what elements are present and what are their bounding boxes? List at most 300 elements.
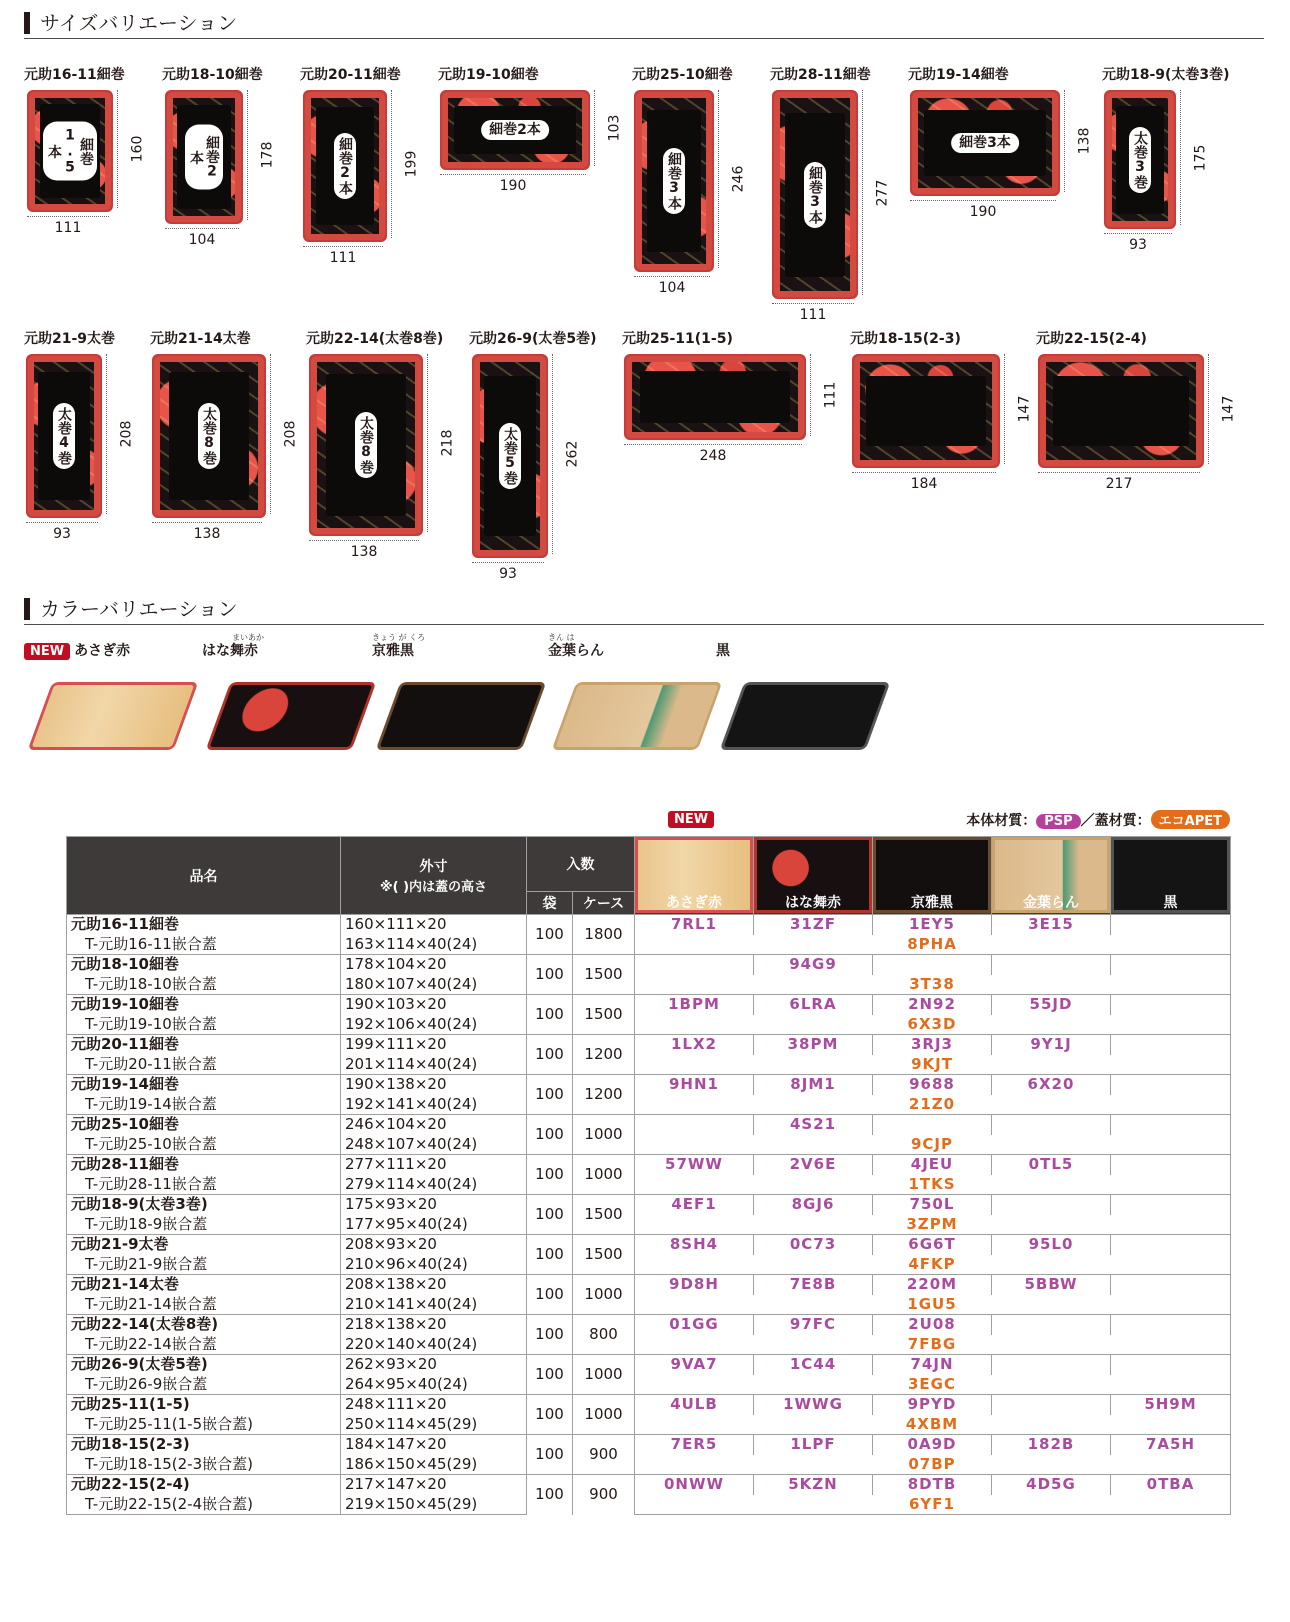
color-code <box>1111 1195 1231 1215</box>
lid-spacer <box>992 1055 1111 1075</box>
lid-name: T-元助18-9嵌合蓋 <box>67 1215 341 1235</box>
height-value: 111 <box>822 381 839 409</box>
color-code: 0TL5 <box>992 1155 1111 1175</box>
lid-spacer <box>1111 1055 1231 1075</box>
product-size: 178×104×20 <box>341 955 527 975</box>
lid-size: 180×107×40(24) <box>341 975 527 995</box>
product-size: 190×138×20 <box>341 1075 527 1095</box>
product-name: 元助18-10細巻 <box>67 955 341 975</box>
color-code: 9688 <box>873 1075 992 1095</box>
height-dimension <box>552 354 581 554</box>
color-code <box>873 955 992 975</box>
tray-image <box>634 90 714 272</box>
lid-code: 1GU5 <box>873 1295 992 1315</box>
bag-quantity: 100 <box>527 1435 573 1475</box>
color-code: 9D8H <box>635 1275 754 1295</box>
tray-image <box>910 90 1060 196</box>
capacity-badge: 太巻8巻 <box>198 403 220 469</box>
lid-spacer <box>1111 1295 1231 1315</box>
color-code: 3RJ3 <box>873 1035 992 1055</box>
product-name: 元助18-15(2-3) <box>67 1435 341 1455</box>
lid-spacer <box>635 935 754 955</box>
lid-name: T-元助19-10嵌合蓋 <box>67 1015 341 1035</box>
case-quantity: 1000 <box>573 1275 635 1315</box>
case-quantity: 1000 <box>573 1355 635 1395</box>
capacity-badge: 太巻5巻 <box>499 423 521 489</box>
color-code: 74JN <box>873 1355 992 1375</box>
lid-size: 220×140×40(24) <box>341 1335 527 1355</box>
product-size: 184×147×20 <box>341 1435 527 1455</box>
product-size: 218×138×20 <box>341 1315 527 1335</box>
tray-label: 元助18-15(2-3) <box>850 331 961 347</box>
table-row-lid <box>67 1255 1231 1275</box>
tray-image <box>309 354 423 536</box>
lid-spacer <box>635 1455 754 1475</box>
case-quantity: 900 <box>573 1475 635 1515</box>
lid-code: 9CJP <box>873 1135 992 1155</box>
tray-label: 元助25-10細巻 <box>632 67 733 83</box>
color-variation <box>716 640 730 660</box>
table-row-lid <box>67 1015 1231 1035</box>
color-name: 金葉らん <box>548 643 604 659</box>
lid-spacer <box>635 1215 754 1235</box>
lid-size: 177×95×40(24) <box>341 1215 527 1235</box>
lid-spacer <box>992 1295 1111 1315</box>
color-code <box>635 1115 754 1135</box>
height-value: 147 <box>1220 395 1237 423</box>
product-size: 246×104×20 <box>341 1115 527 1135</box>
header-color-label: あさぎ赤 <box>666 895 722 911</box>
color-code: 2U08 <box>873 1315 992 1335</box>
lid-size: 192×106×40(24) <box>341 1015 527 1035</box>
tray-label: 元助18-9(太巻3巻) <box>1102 67 1230 83</box>
lid-spacer <box>635 1415 754 1435</box>
width-dimension: 93 <box>26 522 98 540</box>
bag-quantity: 100 <box>527 1235 573 1275</box>
color-code: 1BPM <box>635 995 754 1015</box>
table-row-lid <box>67 935 1231 955</box>
width-dimension: 138 <box>309 540 419 558</box>
title-bar <box>24 598 30 620</box>
lid-name: T-元助16-11嵌合蓋 <box>67 935 341 955</box>
lid-material-label: ／蓋材質： <box>1080 813 1151 829</box>
header-size <box>341 837 527 915</box>
lid-spacer <box>754 1495 873 1515</box>
tray-image <box>440 90 590 170</box>
capacity-badge: 太巻8巻 <box>355 412 377 478</box>
lid-spacer <box>754 1015 873 1035</box>
case-quantity: 1500 <box>573 1235 635 1275</box>
color-code: 0TBA <box>1111 1475 1231 1495</box>
table-row-lid <box>67 1175 1231 1195</box>
color-code: 7A5H <box>1111 1435 1231 1455</box>
color-code <box>1111 995 1231 1015</box>
height-dimension <box>862 90 891 295</box>
product-size: 208×93×20 <box>341 1235 527 1255</box>
lid-spacer <box>635 1175 754 1195</box>
lid-spacer <box>1111 1175 1231 1195</box>
color-variation <box>372 633 426 660</box>
color-code: 0NWW <box>635 1475 754 1495</box>
lid-spacer <box>992 1015 1111 1035</box>
apet-pill: エコAPET <box>1151 810 1230 829</box>
tray-image <box>772 90 858 299</box>
width-dimension: 111 <box>772 303 854 321</box>
color-code: 8DTB <box>873 1475 992 1495</box>
header-qty: 入数 <box>527 837 635 892</box>
lid-spacer <box>635 1135 754 1155</box>
color-code: 4ULB <box>635 1395 754 1415</box>
lid-spacer <box>635 1255 754 1275</box>
color-code: 7ER5 <box>635 1435 754 1455</box>
tray-image <box>624 354 806 440</box>
color-code: 2N92 <box>873 995 992 1015</box>
table-row <box>67 1195 1231 1215</box>
color-code: 7RL1 <box>635 915 754 935</box>
bag-quantity: 100 <box>527 915 573 955</box>
bag-quantity: 100 <box>527 1355 573 1395</box>
lid-size: 163×114×40(24) <box>341 935 527 955</box>
lid-name: T-元助25-10嵌合蓋 <box>67 1135 341 1155</box>
tray-label: 元助26-9(太巻5巻) <box>469 331 597 347</box>
color-code <box>992 1355 1111 1375</box>
width-dimension: 190 <box>440 174 586 192</box>
lid-name: T-元助20-11嵌合蓋 <box>67 1055 341 1075</box>
product-size: 277×111×20 <box>341 1155 527 1175</box>
tray-label: 元助22-15(2-4) <box>1036 331 1147 347</box>
color-code: 2V6E <box>754 1155 873 1175</box>
product-size: 175×93×20 <box>341 1195 527 1215</box>
product-size: 262×93×20 <box>341 1355 527 1375</box>
color-code: 220M <box>873 1275 992 1295</box>
table-row <box>67 1035 1231 1055</box>
tray-image <box>27 90 113 212</box>
capacity-badge: 細巻2本 <box>481 120 549 140</box>
tray-image <box>152 354 266 518</box>
color-code: 94G9 <box>754 955 873 975</box>
lid-spacer <box>635 1095 754 1115</box>
capacity-badge: 細巻2本 <box>334 133 356 199</box>
tray-label: 元助21-9太巻 <box>24 331 116 347</box>
lid-spacer <box>992 1455 1111 1475</box>
tray-inner <box>866 376 987 446</box>
color-code: 4JEU <box>873 1155 992 1175</box>
case-quantity: 1000 <box>573 1155 635 1195</box>
color-sample-image <box>28 682 199 750</box>
height-value: 103 <box>606 114 623 142</box>
lid-spacer <box>754 1375 873 1395</box>
width-dimension: 184 <box>852 472 996 490</box>
lid-spacer <box>992 975 1111 995</box>
height-dimension <box>117 90 146 208</box>
product-name: 元助22-15(2-4) <box>67 1475 341 1495</box>
lid-size: 248×107×40(24) <box>341 1135 527 1155</box>
lid-code: 4FKP <box>873 1255 992 1275</box>
width-dimension: 111 <box>303 246 383 264</box>
table-row-lid <box>67 1455 1231 1475</box>
header-case: ケース <box>573 892 635 915</box>
lid-spacer <box>754 1335 873 1355</box>
color-code: 5KZN <box>754 1475 873 1495</box>
table-row <box>67 1395 1231 1415</box>
height-dimension <box>810 354 839 436</box>
color-name: NEW あさぎ赤 <box>24 640 130 660</box>
lid-size: 192×141×40(24) <box>341 1095 527 1115</box>
height-value: 218 <box>439 429 456 457</box>
lid-spacer <box>754 1175 873 1195</box>
tray-label: 元助25-11(1-5) <box>622 331 733 347</box>
table-row <box>67 1155 1231 1175</box>
color-code: 750L <box>873 1195 992 1215</box>
title-bar <box>24 12 30 34</box>
capacity-badge: 細巻2本 <box>185 125 223 190</box>
color-code: 9Y1J <box>992 1035 1111 1055</box>
tray-image <box>472 354 548 558</box>
color-code <box>1111 1275 1231 1295</box>
table-row <box>67 1275 1231 1295</box>
table-row-lid <box>67 975 1231 995</box>
color-code: 38PM <box>754 1035 873 1055</box>
lid-spacer <box>1111 1495 1231 1515</box>
color-code: 4EF1 <box>635 1195 754 1215</box>
table-row-lid <box>67 1095 1231 1115</box>
color-code: 9PYD <box>873 1395 992 1415</box>
color-code <box>1111 1075 1231 1095</box>
color-code <box>873 1115 992 1135</box>
lid-size: 210×141×40(24) <box>341 1295 527 1315</box>
ruby-reading: きん は <box>548 633 575 642</box>
lid-size: 279×114×40(24) <box>341 1175 527 1195</box>
color-code: 8GJ6 <box>754 1195 873 1215</box>
color-code: 57WW <box>635 1155 754 1175</box>
lid-spacer <box>992 1255 1111 1275</box>
ruby-reading: きょう が くろ <box>372 633 426 642</box>
lid-code: 7FBG <box>873 1335 992 1355</box>
psp-pill: PSP <box>1036 814 1080 829</box>
width-dimension: 190 <box>910 200 1056 218</box>
lid-spacer <box>635 1375 754 1395</box>
color-code: 31ZF <box>754 915 873 935</box>
product-name: 元助16-11細巻 <box>67 915 341 935</box>
color-code: 0C73 <box>754 1235 873 1255</box>
lid-name: T-元助25-11(1-5嵌合蓋) <box>67 1415 341 1435</box>
table-row <box>67 955 1231 975</box>
lid-spacer <box>754 1455 873 1475</box>
color-sample-image <box>720 682 891 750</box>
tray-inner <box>640 371 790 424</box>
lid-spacer <box>754 1135 873 1155</box>
table-row <box>67 1315 1231 1335</box>
product-name: 元助19-14細巻 <box>67 1075 341 1095</box>
table-row <box>67 1075 1231 1095</box>
lid-size: 250×114×45(29) <box>341 1415 527 1435</box>
bag-quantity: 100 <box>527 1275 573 1315</box>
color-code: 7E8B <box>754 1275 873 1295</box>
lid-code: 6X3D <box>873 1015 992 1035</box>
lid-code: 6YF1 <box>873 1495 992 1515</box>
tray-label: 元助19-14細巻 <box>908 67 1009 83</box>
header-color-5 <box>1111 837 1231 915</box>
header-size-note: ※( )内は蓋の高さ <box>379 880 488 895</box>
lid-spacer <box>754 1415 873 1435</box>
color-sample-image <box>206 682 377 750</box>
header-name: 品名 <box>67 837 341 915</box>
color-code: 1LPF <box>754 1435 873 1455</box>
product-size: 208×138×20 <box>341 1275 527 1295</box>
lid-spacer <box>992 1495 1111 1515</box>
lid-spacer <box>1111 1135 1231 1155</box>
color-code: 1LX2 <box>635 1035 754 1055</box>
color-code <box>1111 1235 1231 1255</box>
header-color-label: はな舞赤 <box>785 895 841 911</box>
size-section-title <box>24 10 1264 39</box>
color-sample-image <box>376 682 547 750</box>
table-row-lid <box>67 1135 1231 1155</box>
lid-code: 3T38 <box>873 975 992 995</box>
table-row <box>67 995 1231 1015</box>
header-color-4 <box>992 837 1111 915</box>
bag-quantity: 100 <box>527 1035 573 1075</box>
height-value: 147 <box>1016 395 1033 423</box>
tray-label: 元助22-14(太巻8巻) <box>306 331 444 347</box>
width-dimension: 111 <box>27 216 109 234</box>
lid-spacer <box>992 1135 1111 1155</box>
color-code: 3E15 <box>992 915 1111 935</box>
height-value: 277 <box>874 179 891 206</box>
lid-name: T-元助21-14嵌合蓋 <box>67 1295 341 1315</box>
capacity-badge: 細巻3本 <box>804 162 826 228</box>
material-legend <box>966 810 1230 830</box>
lid-spacer <box>1111 1015 1231 1035</box>
header-size-label: 外寸 <box>419 859 448 875</box>
lid-code: 07BP <box>873 1455 992 1475</box>
lid-name: T-元助18-10嵌合蓋 <box>67 975 341 995</box>
capacity-badge: 太巻3巻 <box>1129 127 1151 193</box>
color-section-title <box>24 596 1264 625</box>
lid-code: 1TKS <box>873 1175 992 1195</box>
lid-spacer <box>754 975 873 995</box>
product-name: 元助22-14(太巻8巻) <box>67 1315 341 1335</box>
color-code: 1C44 <box>754 1355 873 1375</box>
color-variation <box>24 640 130 660</box>
lid-size: 264×95×40(24) <box>341 1375 527 1395</box>
height-value: 246 <box>730 165 747 193</box>
body-material-label: 本体材質： <box>966 813 1037 829</box>
color-variation <box>202 633 264 660</box>
lid-spacer <box>635 1055 754 1075</box>
product-name: 元助28-11細巻 <box>67 1155 341 1175</box>
new-badge: NEW <box>24 643 70 660</box>
product-name: 元助25-10細巻 <box>67 1115 341 1135</box>
case-quantity: 1200 <box>573 1035 635 1075</box>
lid-spacer <box>992 1175 1111 1195</box>
lid-spacer <box>635 1015 754 1035</box>
capacity-badge: 細巻3本 <box>663 148 685 214</box>
table-row-lid <box>67 1215 1231 1235</box>
lid-spacer <box>992 1415 1111 1435</box>
color-code: 55JD <box>992 995 1111 1015</box>
table-row <box>67 915 1231 935</box>
lid-spacer <box>754 935 873 955</box>
table-row-lid <box>67 1335 1231 1355</box>
header-color-2 <box>754 837 873 915</box>
color-sample-image <box>552 682 723 750</box>
product-name: 元助21-9太巻 <box>67 1235 341 1255</box>
lid-spacer <box>992 1335 1111 1355</box>
lid-spacer <box>992 935 1111 955</box>
color-code <box>992 955 1111 975</box>
color-code <box>1111 1315 1231 1335</box>
tray-inner <box>1053 376 1189 446</box>
color-code <box>992 1395 1111 1415</box>
table-row-lid <box>67 1295 1231 1315</box>
case-quantity: 1000 <box>573 1115 635 1155</box>
lid-spacer <box>754 1095 873 1115</box>
color-code: 182B <box>992 1435 1111 1455</box>
lid-spacer <box>992 1375 1111 1395</box>
lid-spacer <box>1111 1215 1231 1235</box>
capacity-badge: 細巻1.5本 <box>43 122 97 181</box>
width-dimension: 138 <box>152 522 262 540</box>
product-size: 217×147×20 <box>341 1475 527 1495</box>
lid-name: T-元助22-15(2-4嵌合蓋) <box>67 1495 341 1515</box>
color-code: 1EY5 <box>873 915 992 935</box>
color-code: 95L0 <box>992 1235 1111 1255</box>
color-code: 4D5G <box>992 1475 1111 1495</box>
height-value: 138 <box>1076 127 1093 155</box>
case-quantity: 1500 <box>573 995 635 1035</box>
height-dimension <box>270 354 299 514</box>
lid-spacer <box>1111 1095 1231 1115</box>
bag-quantity: 100 <box>527 1155 573 1195</box>
width-dimension: 93 <box>1104 233 1172 251</box>
product-name: 元助26-9(太巻5巻) <box>67 1355 341 1375</box>
color-code: 01GG <box>635 1315 754 1335</box>
color-code <box>1111 1355 1231 1375</box>
lid-spacer <box>1111 975 1231 995</box>
height-dimension <box>427 354 456 532</box>
lid-name: T-元助22-14嵌合蓋 <box>67 1335 341 1355</box>
tray-image <box>303 90 387 242</box>
lid-code: 3ZPM <box>873 1215 992 1235</box>
size-section-label: サイズバリエーション <box>40 11 238 35</box>
lid-spacer <box>635 975 754 995</box>
bag-quantity: 100 <box>527 1315 573 1355</box>
height-value: 262 <box>564 440 581 468</box>
lid-name: T-元助18-15(2-3嵌合蓋) <box>67 1455 341 1475</box>
height-value: 199 <box>403 150 420 178</box>
spec-table <box>66 836 1231 1515</box>
table-row <box>67 1355 1231 1375</box>
product-size: 248×111×20 <box>341 1395 527 1415</box>
tray-label: 元助16-11細巻 <box>24 67 125 83</box>
header-color-label: 京雅黒 <box>911 895 953 911</box>
product-name: 元助19-10細巻 <box>67 995 341 1015</box>
color-code <box>1111 1115 1231 1135</box>
capacity-badge: 太巻4巻 <box>53 403 75 469</box>
color-code <box>635 955 754 975</box>
lid-size: 219×150×45(29) <box>341 1495 527 1515</box>
lid-spacer <box>992 1215 1111 1235</box>
bag-quantity: 100 <box>527 1115 573 1155</box>
height-dimension <box>594 90 623 166</box>
capacity-badge: 細巻3本 <box>951 133 1019 153</box>
lid-spacer <box>1111 1255 1231 1275</box>
color-name: はな舞赤 <box>202 643 258 659</box>
lid-spacer <box>992 1095 1111 1115</box>
lid-spacer <box>754 1215 873 1235</box>
bag-quantity: 100 <box>527 1395 573 1435</box>
